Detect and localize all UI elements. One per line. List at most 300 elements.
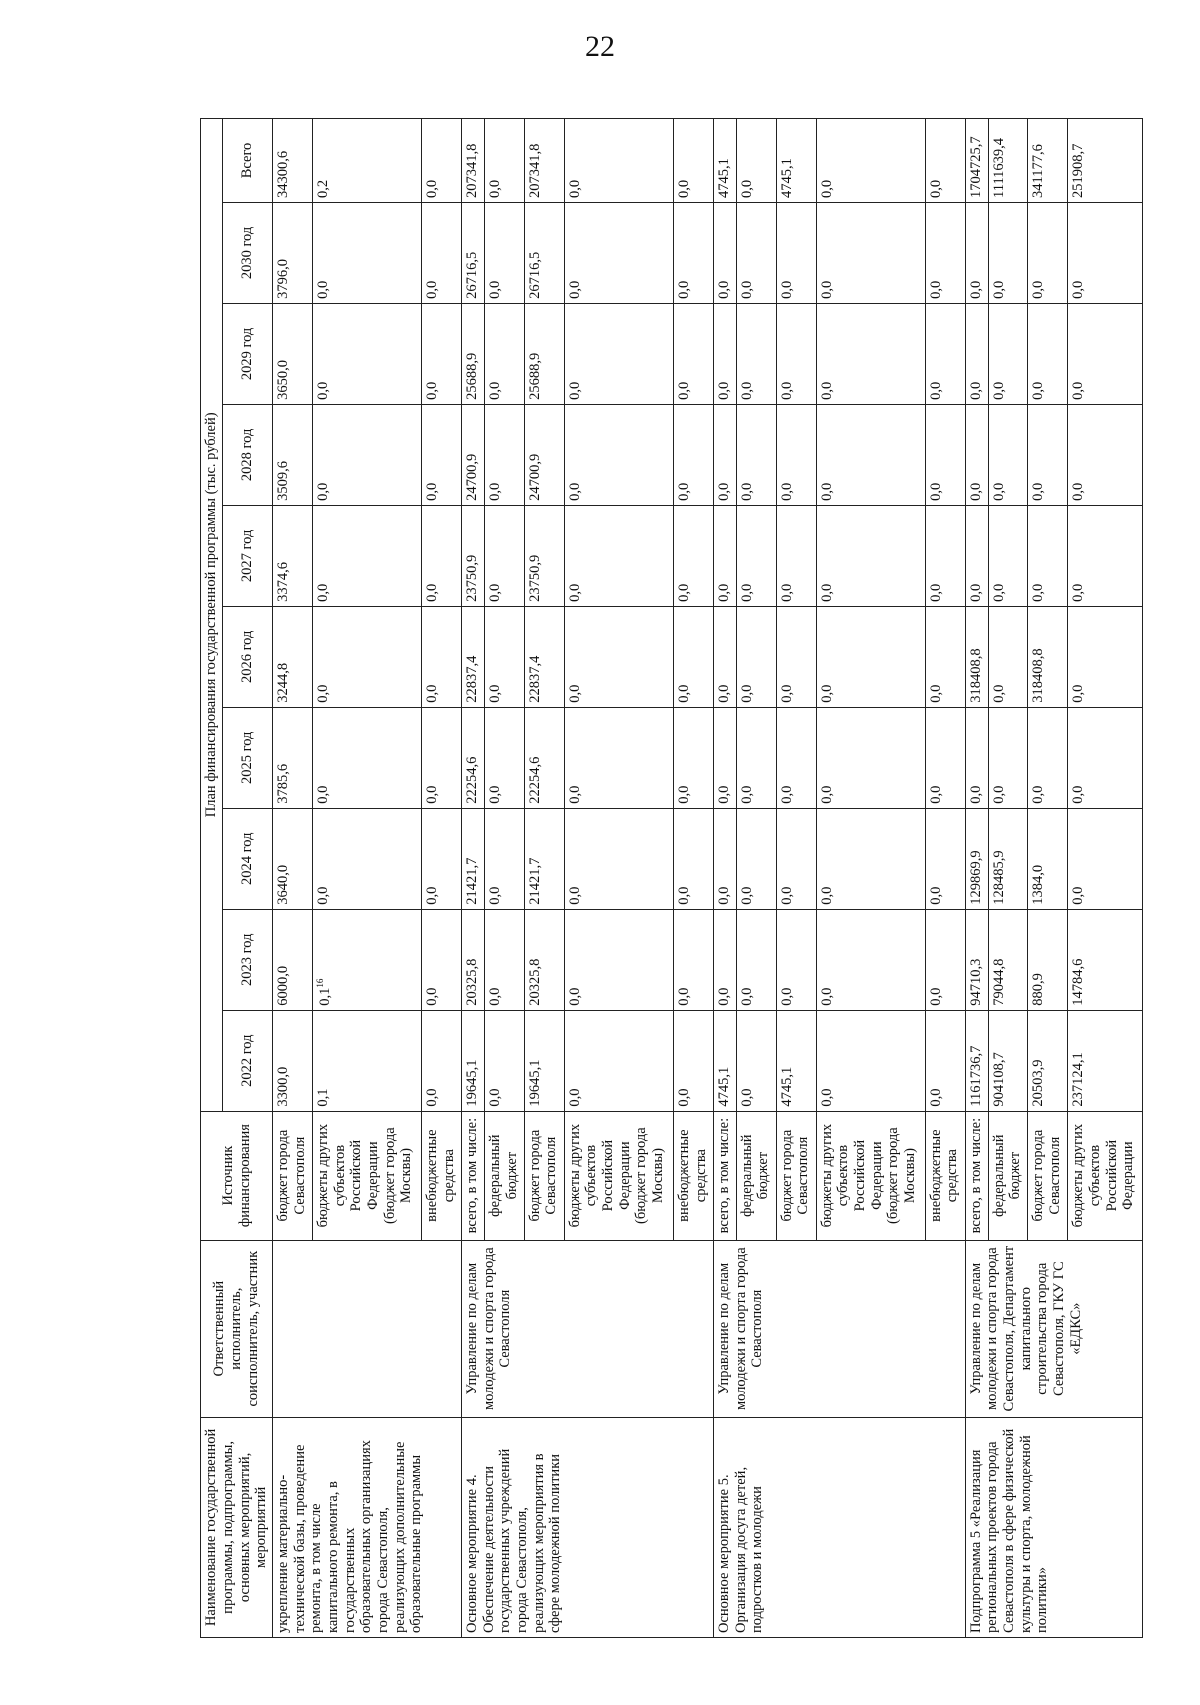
value-text: 880,9 [1030,973,1047,1006]
value-text: 0,0 [424,886,441,905]
header-total: Всего [223,119,273,203]
header-year: 2023 год [223,909,273,1010]
year-value-cell [736,404,776,505]
value-text: 0,0 [927,482,944,501]
value-text: 0,0 [675,886,692,905]
value-text: 3650,0 [275,360,291,400]
total-value-cell [484,119,524,203]
year-value-cell [564,202,673,303]
year-value-cell [736,707,776,808]
year-value-cell [273,202,313,303]
year-value-cell [816,606,925,707]
year-value-cell [312,808,421,909]
year-value-cell [776,505,816,606]
value-text: 0,0 [818,987,835,1006]
value-text: 1384,0 [1030,864,1047,905]
total-value-cell [564,119,673,203]
year-value-cell [713,808,736,909]
value-text: 0,0 [715,684,732,703]
value-text: 0,0 [927,785,944,804]
value-text: 0,0 [967,785,984,804]
year-value-cell [312,606,421,707]
value-text: 0,0 [738,482,755,501]
header-year: 2025 год [223,707,273,808]
total-value-cell [422,119,462,203]
value-text: 0,0 [675,381,692,400]
value-text: 0,0 [1030,785,1047,804]
value-text: 0,0 [1030,583,1047,602]
year-value-cell [484,606,524,707]
year-value-cell [484,505,524,606]
value-text: 0,0 [1030,280,1047,299]
value-text: 0,0 [738,886,755,905]
value-text: 0,0 [566,583,583,602]
year-value-cell [564,1010,673,1111]
value-text: 0,0 [715,583,732,602]
header-year: 2024 год [223,808,273,909]
funding-source-cell: федеральный бюджет [736,1111,776,1240]
value-text: 0,0 [675,583,692,602]
value-text: 129869,9 [967,850,984,905]
year-value-cell [776,202,816,303]
value-text: 0,0 [675,482,692,501]
value-text: 0,0 [715,280,732,299]
year-value-cell [713,606,736,707]
year-value-cell [524,202,564,303]
year-value-cell [965,303,988,404]
year-value-cell [1028,707,1068,808]
year-value-cell [925,202,965,303]
value-text: 20503,9 [1030,1059,1047,1107]
value-text: 207341,8 [526,143,543,198]
year-value-cell [273,505,313,606]
funding-source-cell: бюджет города Севастополя [524,1111,564,1240]
year-value-cell [524,1010,564,1111]
value-text: 0,0 [675,1088,692,1107]
header-year: 2027 год [223,505,273,606]
year-value-cell [1068,1010,1143,1111]
value-text: 0,0 [778,785,795,804]
year-value-cell [564,303,673,404]
value-text: 0,0 [818,1088,835,1107]
year-value-cell [462,505,485,606]
year-value-cell [462,202,485,303]
year-value-cell [673,404,713,505]
value-text: 0,0 [314,381,331,400]
value-text: 0,0 [927,583,944,602]
responsible-cell: Управление по делам молодежи и спорта города Севастополя, Департамент капитального строительства города Севастополя, ГКУ ГС «ЕДКС» [965,1240,1142,1417]
funding-source-cell: бюджеты других субъектов Российской Федерации (бюджет города Москвы) [564,1111,673,1240]
year-value-cell [736,808,776,909]
value-text: 23750,9 [526,554,543,602]
funding-source-cell: бюджет города Севастополя [1028,1111,1068,1240]
total-value-cell [925,119,965,203]
value-text: 26716,5 [464,251,481,299]
value-text: 0,0 [738,987,755,1006]
year-value-cell [736,303,776,404]
value-text: 0,0 [927,684,944,703]
value-text: 0,0 [566,684,583,703]
value-text: 0,0 [675,987,692,1006]
year-value-cell [673,707,713,808]
funding-source-cell: всего, в том числе: [965,1111,988,1240]
year-value-cell [988,707,1028,808]
value-text: 22837,4 [526,655,543,703]
value-text: 0,0 [424,381,441,400]
value-text: 19645,1 [526,1059,543,1107]
value-text: 0,0 [818,785,835,804]
year-value-cell [462,808,485,909]
value-text: 0,0 [818,381,835,400]
year-value-cell [273,303,313,404]
year-value-cell [673,202,713,303]
total-value-cell [462,119,485,203]
year-value-cell [925,808,965,909]
year-value-cell [462,404,485,505]
year-value-cell [273,1010,313,1111]
value-text: 0,0 [675,684,692,703]
year-value-cell [524,909,564,1010]
header-year: 2028 год [223,404,273,505]
value-text: 0,0 [967,381,984,400]
value-text: 0,0 [486,482,503,501]
year-value-cell [524,808,564,909]
value-text: 3244,8 [275,662,291,703]
value-text: 0,0 [818,280,835,299]
year-value-cell [816,707,925,808]
page-number: 22 [585,30,615,63]
funding-source-cell: бюджет города Севастополя [776,1111,816,1240]
year-value-cell [484,808,524,909]
header-year: 2030 год [223,202,273,303]
value-text: 0,0 [424,785,441,804]
year-value-cell [462,909,485,1010]
responsible-cell: Управление по делам молодежи и спорта города Севастополя [713,1240,965,1417]
year-value-cell [988,505,1028,606]
year-value-cell [965,1010,988,1111]
value-text: 3785,6 [275,763,291,804]
year-value-cell [462,1010,485,1111]
value-text: 0,0 [424,1088,441,1107]
value-text: 4745,1 [715,158,732,198]
value-text: 3796,0 [275,259,291,299]
value-text: 0,0 [778,280,795,299]
year-value-cell [312,707,421,808]
value-text: 22254,6 [464,756,481,804]
value-text: 0,0 [990,280,1007,299]
value-text: 0,0 [927,381,944,400]
year-value-cell [484,909,524,1010]
value-text: 0,0 [424,684,441,703]
year-value-cell [564,707,673,808]
value-text: 0,0 [778,684,795,703]
total-value-cell [312,119,421,203]
year-value-cell [422,909,462,1010]
year-value-cell [524,606,564,707]
year-value-cell [965,202,988,303]
year-value-cell [713,202,736,303]
year-value-cell [1068,202,1143,303]
value-text: 0,0 [1070,583,1087,602]
year-value-cell [1028,1010,1068,1111]
year-value-cell [422,303,462,404]
year-value-cell [673,1010,713,1111]
value-text: 0,0 [314,280,331,299]
total-value-cell [1028,119,1068,203]
value-text: 0,0 [738,1088,755,1107]
year-value-cell [564,909,673,1010]
year-value-cell [816,808,925,909]
year-value-cell [1028,606,1068,707]
responsible-cell [273,1240,462,1417]
year-value-cell [312,1010,421,1111]
value-text: 0,0 [778,482,795,501]
year-value-cell [925,505,965,606]
value-text: 0,0 [314,482,331,501]
value-text: 3374,6 [275,561,291,602]
value-text: 0,0 [927,1088,944,1107]
year-value-cell [988,606,1028,707]
value-text: 25688,9 [526,352,543,400]
header-year: 2029 год [223,303,273,404]
value-text: 24700,9 [464,453,481,501]
value-text: 0,0 [1070,381,1087,400]
value-text: 0,0 [967,583,984,602]
value-text: 237124,1 [1070,1052,1087,1107]
total-value-cell [816,119,925,203]
funding-source-cell: внебюджетные средства [673,1111,713,1240]
value-text: 14784,6 [1070,958,1087,1006]
value-text: 21421,7 [526,857,543,905]
value-text: 79044,8 [990,958,1007,1006]
year-value-cell [484,303,524,404]
year-value-cell [988,1010,1028,1111]
year-value-cell [776,606,816,707]
year-value-cell [564,505,673,606]
year-value-cell [422,404,462,505]
value-text: 0,0 [486,886,503,905]
value-text: 0,0 [424,987,441,1006]
value-text: 0,0 [424,280,441,299]
funding-source-cell: федеральный бюджет [484,1111,524,1240]
year-value-cell [1068,505,1143,606]
year-value-cell [988,909,1028,1010]
year-value-cell [1028,303,1068,404]
year-value-cell [673,505,713,606]
year-value-cell [422,808,462,909]
value-text: 34300,6 [275,150,291,198]
value-text: 0,0 [314,785,331,804]
year-value-cell [564,606,673,707]
year-value-cell [422,606,462,707]
program-name-cell: Основное мероприятие 4. Обеспечение деятельности государственных учреждений города Севастополя, реализующих мероприятия в сфере молодежной политики [462,1417,714,1637]
value-text: 0,0 [486,1088,503,1107]
year-value-cell [312,404,421,505]
year-value-cell [673,808,713,909]
value-text: 0,0 [738,381,755,400]
value-text: 0,0 [818,886,835,905]
year-value-cell [312,303,421,404]
header-name: Наименование государственной программы, подпрограммы, основных мероприятий, мероприятий [201,1417,273,1637]
value-text: 0,2 [314,179,331,198]
table-row [273,119,313,1638]
year-value-cell [1028,505,1068,606]
year-value-cell [273,808,313,909]
value-text: 3640,0 [275,864,291,905]
value-text: 0,0 [990,583,1007,602]
value-text: 21421,7 [464,857,481,905]
year-value-cell [965,404,988,505]
year-value-cell [965,808,988,909]
value-text: 0,0 [1070,684,1087,703]
year-value-cell [816,909,925,1010]
year-value-cell [736,606,776,707]
value-text: 0,0 [424,179,441,198]
financing-plan-table [200,118,1143,1638]
year-value-cell [776,303,816,404]
value-text: 1704725,7 [967,136,984,198]
value-text: 26716,5 [526,251,543,299]
funding-source-cell: федеральный бюджет [988,1111,1028,1240]
year-value-cell [713,404,736,505]
value-text: 0,0 [715,785,732,804]
header-responsible: Ответственный исполнитель, соисполнитель, участник [201,1240,273,1417]
year-value-cell [312,505,421,606]
header-source: Источник финансирования [201,1111,273,1240]
value-text: 0,0 [778,987,795,1006]
value-text: 6000,0 [275,965,291,1006]
year-value-cell [988,808,1028,909]
total-value-cell [776,119,816,203]
year-value-cell [462,303,485,404]
total-value-cell [965,119,988,203]
year-value-cell [925,1010,965,1111]
value-text: 0,0 [314,684,331,703]
value-text: 0,0 [990,381,1007,400]
value-text: 0,0 [486,684,503,703]
value-text: 0,0 [675,785,692,804]
value-text: 0,0 [738,583,755,602]
rotated-table-sheet [200,118,1143,1638]
value-text: 0,0 [990,684,1007,703]
value-text: 0,0 [566,280,583,299]
year-value-cell [736,1010,776,1111]
value-text: 0,0 [738,785,755,804]
value-text: 0,0 [675,280,692,299]
value-text: 94710,3 [967,958,984,1006]
year-value-cell [484,404,524,505]
value-text: 0,0 [486,987,503,1006]
value-text: 0,0 [927,886,944,905]
year-value-cell [273,909,313,1010]
year-value-cell [312,202,421,303]
year-value-cell [925,404,965,505]
year-value-cell [564,808,673,909]
year-value-cell [713,505,736,606]
year-value-cell [988,202,1028,303]
year-value-cell [524,404,564,505]
value-text: 341177,6 [1030,144,1047,198]
year-value-cell [1028,808,1068,909]
value-text: 251908,7 [1070,143,1087,198]
value-text: 207341,8 [464,143,481,198]
value-text: 22837,4 [464,655,481,703]
value-text: 0,0 [818,583,835,602]
total-value-cell [988,119,1028,203]
year-value-cell [816,202,925,303]
total-value-cell [713,119,736,203]
year-value-cell [776,404,816,505]
total-value-cell [524,119,564,203]
value-text: 0,0 [927,280,944,299]
funding-source-cell: всего, в том числе: [462,1111,485,1240]
year-value-cell [816,303,925,404]
value-text: 0,0 [486,179,503,198]
value-text: 0,0 [738,179,755,198]
value-text: 318408,8 [1030,648,1047,703]
funding-source-cell: внебюджетные средства [422,1111,462,1240]
value-text: 1111639,4 [990,137,1007,198]
value-text: 0,0 [715,381,732,400]
value-text: 0,0 [566,179,583,198]
funding-source-cell: всего, в том числе: [713,1111,736,1240]
funding-source-cell: бюджеты других субъектов Российской Федерации (бюджет города Москвы) [312,1111,421,1240]
funding-source-cell: бюджет города Севастополя [273,1111,313,1240]
year-value-cell [816,505,925,606]
value-text: 0,0 [778,583,795,602]
year-value-cell [462,606,485,707]
year-value-cell [776,1010,816,1111]
year-value-cell [1028,404,1068,505]
year-value-cell [422,202,462,303]
year-value-cell [1068,303,1143,404]
value-text: 0,0 [1030,482,1047,501]
year-value-cell [524,505,564,606]
year-value-cell [988,303,1028,404]
value-text: 0,0 [927,987,944,1006]
year-value-cell [673,606,713,707]
year-value-cell [713,303,736,404]
value-text: 4745,1 [778,1066,795,1107]
year-value-cell [1028,909,1068,1010]
year-value-cell [673,303,713,404]
year-value-cell [965,505,988,606]
value-text: 0,0 [990,785,1007,804]
year-value-cell [776,707,816,808]
year-value-cell [484,1010,524,1111]
year-value-cell [965,909,988,1010]
footnote-mark: 16 [314,978,325,988]
value-text: 0,0 [1070,785,1087,804]
header-plan: План финансирования государственной программы (тыс. рублей) [201,119,223,1112]
program-name-cell: укрепление материально-технической базы, проведение ремонта, в том числе капитального ремонта, в государственных образовательных организациях города Севастополя, реализующих дополнительные образовательные программы [273,1417,462,1637]
value-text: 4745,1 [778,158,795,198]
year-value-cell [988,404,1028,505]
value-text: 0,0 [566,886,583,905]
value-text: 0,0 [486,280,503,299]
value-text: 0,0 [778,381,795,400]
value-text: 0,0 [1070,280,1087,299]
value-text: 22254,6 [526,756,543,804]
value-text: 4745,1 [715,1066,732,1107]
funding-source-cell: внебюджетные средства [925,1111,965,1240]
value-text: 0,0 [818,179,835,198]
value-text: 23750,9 [464,554,481,602]
year-value-cell [713,1010,736,1111]
year-value-cell [564,404,673,505]
year-value-cell [1028,202,1068,303]
year-value-cell [1068,808,1143,909]
